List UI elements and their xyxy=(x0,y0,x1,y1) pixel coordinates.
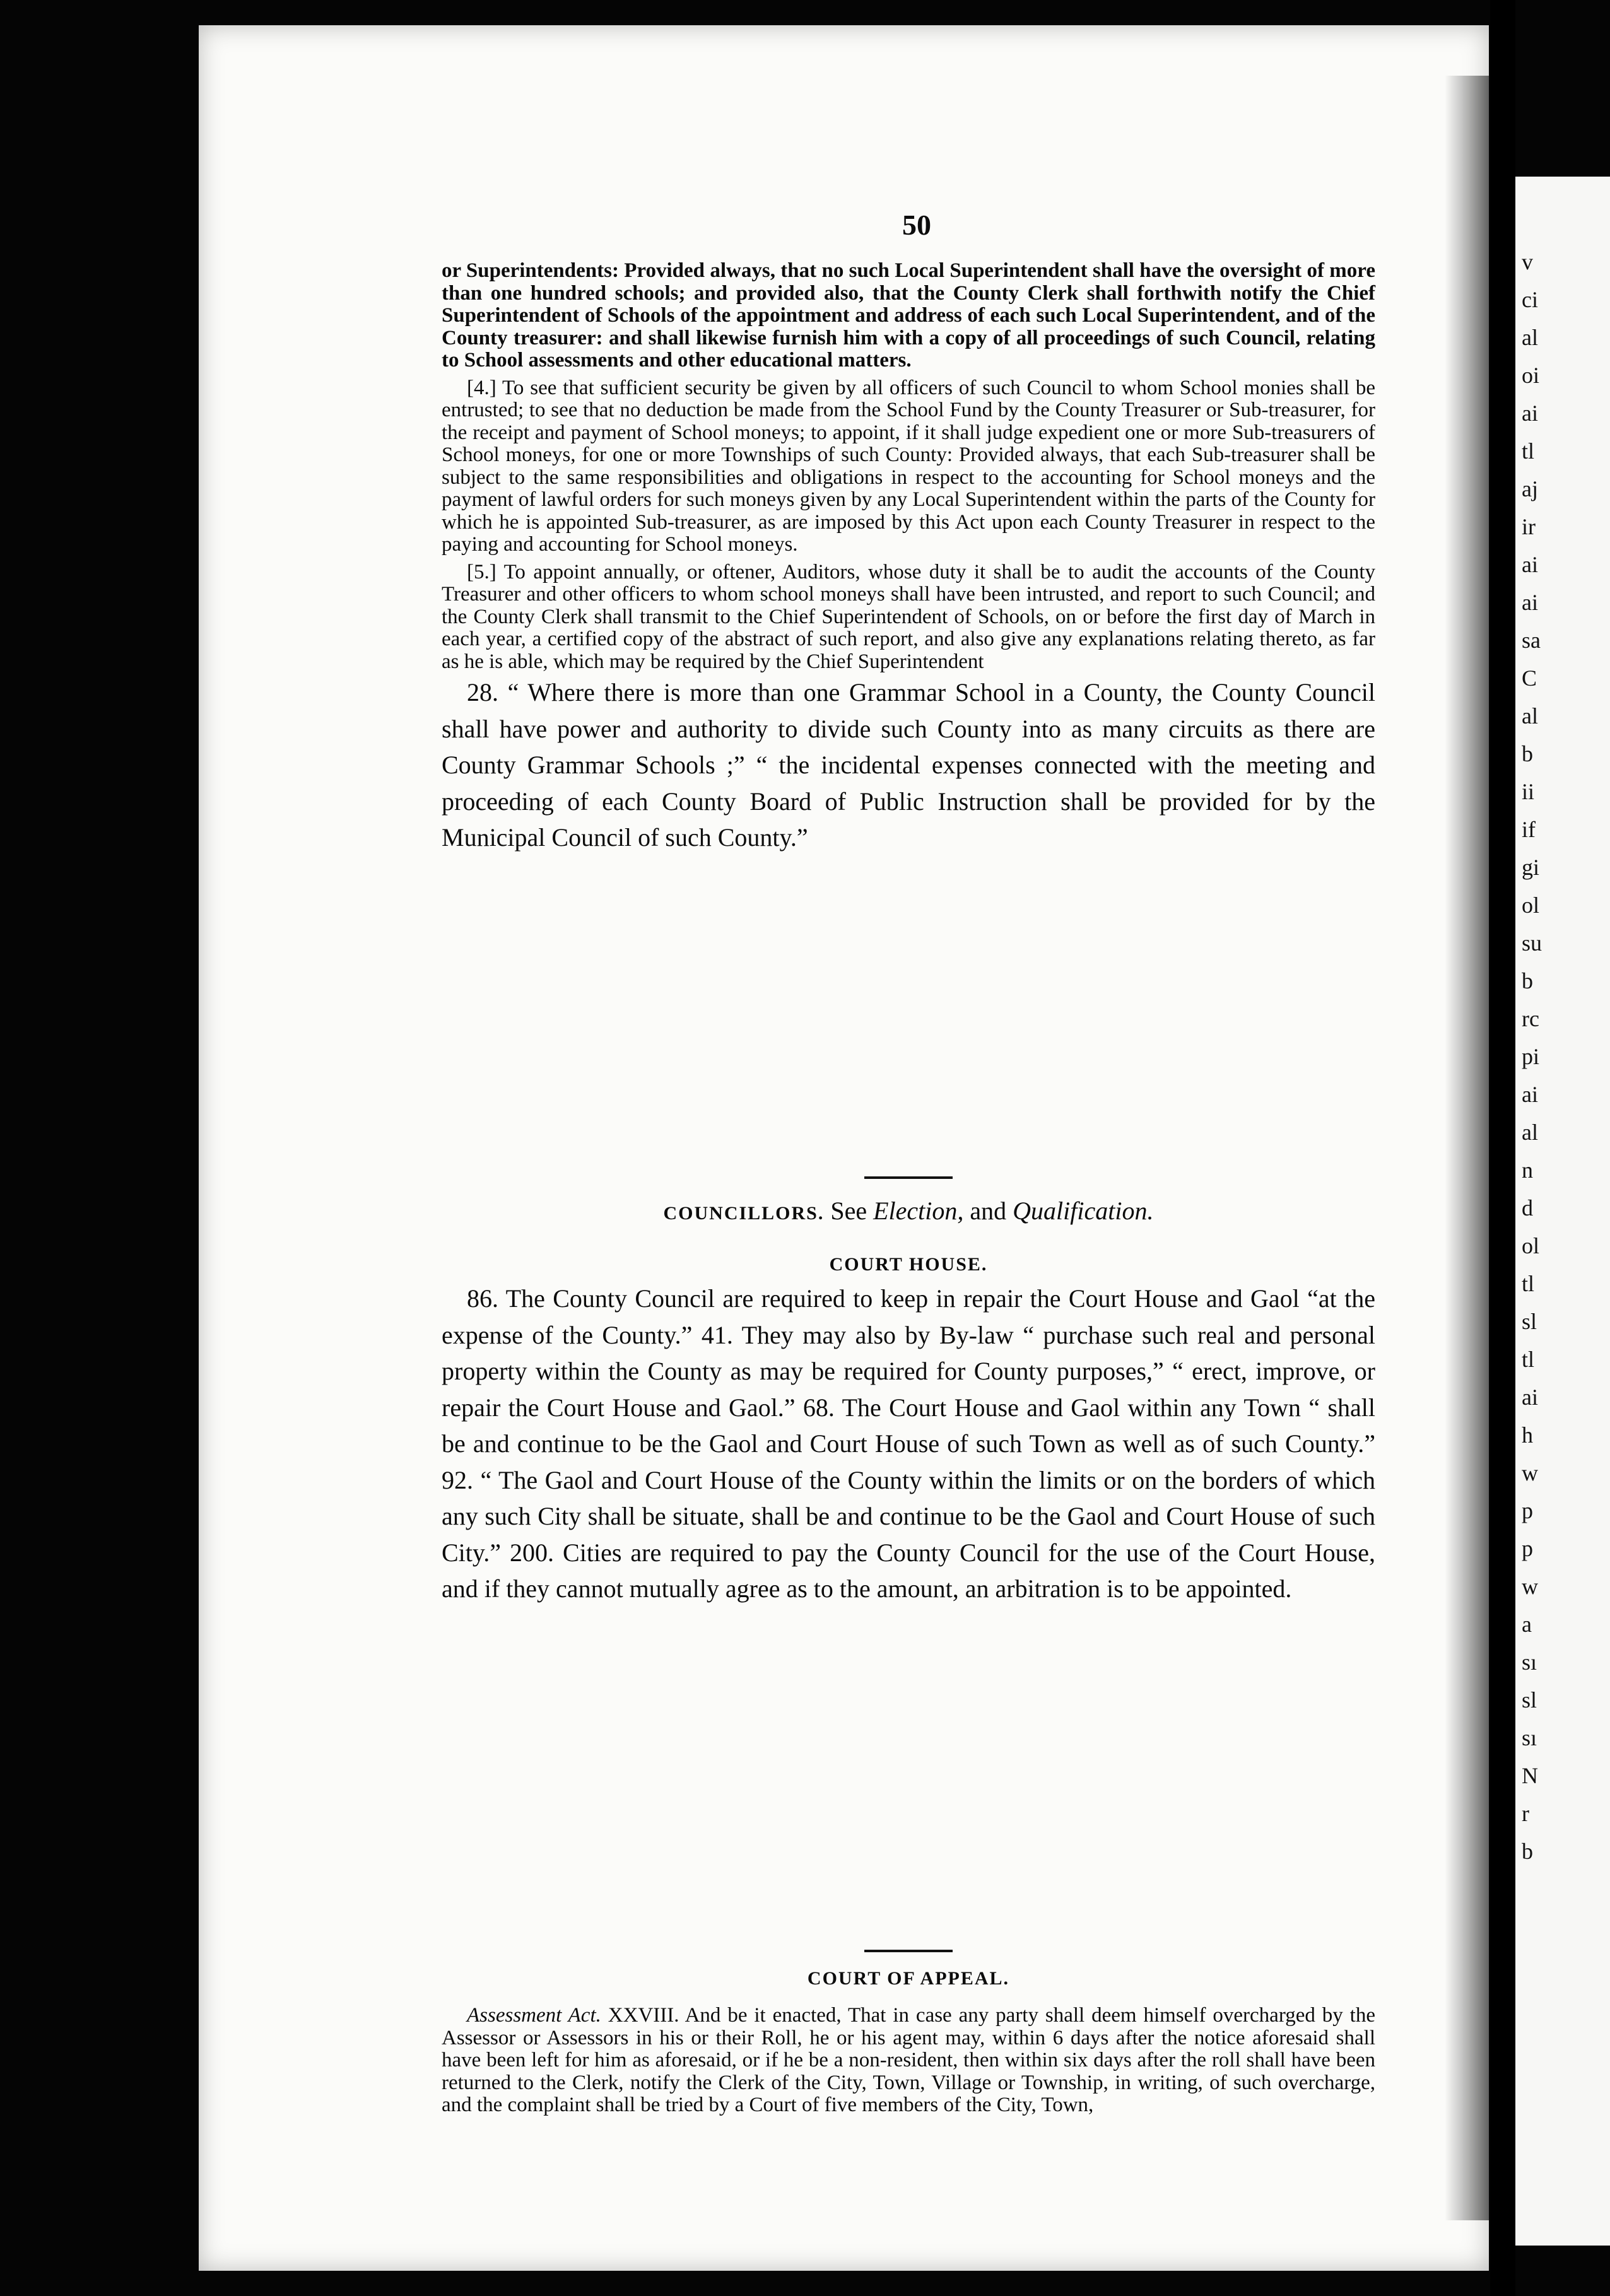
facing-page-fragment: sa xyxy=(1522,628,1541,653)
election-reference: Election, xyxy=(873,1197,964,1225)
facing-page-fragment: h xyxy=(1522,1422,1533,1448)
facing-page-fragment: ir xyxy=(1522,514,1536,539)
facing-page-strip xyxy=(1515,177,1610,2246)
assessment-act-label: Assessment Act. xyxy=(467,2004,601,2027)
facing-page-fragment: sı xyxy=(1522,1649,1537,1675)
qualification-reference: Qualification. xyxy=(1013,1197,1154,1225)
security-paragraph: [4.] To see that sufficient security be given by all officers of such Council to whom School monies shall be entrusted; to see that no deduction be made from the School Fund by the County Treasurer or Sub-treasurer, for the receipt and payment of School moneys; to appoint, if it shall judge expedient one or more Sub-treasurers of School moneys, for one or more Townships of such County: Provided always, that each Sub-treasurer shall be subject to the same responsibilities and obligations in respect to the accounting for School moneys and the payment of lawful orders for such moneys given by any Local Superintendent within the parts of the County for which he is appointed Sub-treasurer, as are imposed by this Act upon each County Treasurer in respect to the paying and accounting for School moneys. xyxy=(442,376,1375,556)
facing-page-fragment: ol xyxy=(1522,893,1540,918)
facing-page-fragment: p xyxy=(1522,1536,1533,1561)
councillors-cross-reference xyxy=(442,1192,1375,1233)
facing-page-fragment: su xyxy=(1522,930,1542,956)
facing-page-fragment: b xyxy=(1522,1839,1533,1864)
assessment-act-paragraph xyxy=(442,2005,1375,2117)
school-provisions-section xyxy=(442,260,1375,856)
facing-page-fragment: ci xyxy=(1522,287,1538,312)
facing-page-fragment: N xyxy=(1522,1763,1538,1788)
facing-page-fragment: tl xyxy=(1522,1271,1535,1296)
facing-page-fragment: p xyxy=(1522,1498,1533,1523)
facing-page-fragment: C xyxy=(1522,665,1537,691)
grammar-school-paragraph: 28. “ Where there is more than one Grammar School in a County, the County Council shall have power and authority to divide such County into as many circuits as there are County Grammar Schools ;” “ the incidental expenses connected with the meeting and proceeding of each County Board of Public Instruction shall be provided for by the Municipal Council of such County.” xyxy=(442,678,1375,852)
facing-page-fragment: oi xyxy=(1522,363,1540,388)
book-gutter xyxy=(1490,0,1515,2296)
and-text: and xyxy=(970,1197,1007,1225)
facing-page-fragment: ol xyxy=(1522,1233,1540,1258)
facing-page-fragment: gi xyxy=(1522,855,1540,880)
facing-page-fragment: ai xyxy=(1522,590,1538,615)
court-house-paragraph: 86. The County Council are required to keep in repair the Court House and Gaol “at the expense of the County.” 41. They may also by By-law “ purchase such real and personal property within the County as may be required for County purposes,” “ erect, improve, or repair the Court House and Gaol.” 68. The Court House and Gaol within any Town “ shall be and continue to be the Gaol and Court House of such Town as well as of such County.” 92. “ The Gaol and Court House of the County within the limits or on the borders of which any such City shall be situate, shall be and continue to be the Gaol and Court House of such City.” 200. Cities are required to pay the County Council for the use of the Court House, and if they cannot mutually agree as to the amount, an arbitration is to be appointed. xyxy=(442,1284,1375,1603)
facing-page-fragment: w xyxy=(1522,1574,1538,1599)
facing-page-fragment: v xyxy=(1522,249,1533,274)
facing-page-fragment: al xyxy=(1522,1120,1538,1145)
councillors-label: COUNCILLORS. xyxy=(663,1203,825,1224)
facing-page-fragment: r xyxy=(1522,1801,1529,1826)
facing-page-fragment: n xyxy=(1522,1157,1533,1183)
facing-page-fragment: aj xyxy=(1522,476,1538,501)
superintendents-paragraph: or Superintendents: Provided always, that no such Local Superintendent shall have the oversight of more than one hundred schools; and provided also, that the County Clerk shall forthwith notify the Chief Superintendent of Schools of the appointment and address of each such Local Superintendent, and of the County treasurer: and shall likewise furnish him with a copy of all proceedings of such Council, relating to School assessments and other educational matters. xyxy=(442,259,1375,372)
court-of-appeal-section xyxy=(442,2005,1375,2117)
facing-page-fragment: tl xyxy=(1522,1347,1535,1372)
facing-page-fragment: al xyxy=(1522,703,1538,729)
see-text: See xyxy=(830,1197,867,1225)
facing-page-fragment: al xyxy=(1522,325,1538,350)
section-divider xyxy=(864,1950,953,1952)
page-number: 50 xyxy=(902,209,931,241)
court-of-appeal-heading: COURT OF APPEAL. xyxy=(807,1968,1010,1989)
facing-page-fragment: sı xyxy=(1522,1725,1537,1750)
facing-page-fragment: w xyxy=(1522,1460,1538,1485)
section-divider xyxy=(864,1176,953,1179)
facing-page-fragment: ai xyxy=(1522,1385,1538,1410)
court-house-heading: COURT HOUSE. xyxy=(829,1254,988,1275)
facing-page-fragment: a xyxy=(1522,1612,1532,1637)
facing-page-fragment: b xyxy=(1522,741,1533,766)
facing-page-fragment: b xyxy=(1522,968,1533,993)
facing-page-fragment: ii xyxy=(1522,779,1535,804)
facing-page-fragment: if xyxy=(1522,817,1536,842)
facing-page-fragment: pi xyxy=(1522,1044,1540,1069)
court-house-section xyxy=(442,1280,1375,1607)
assessment-act-text: XXVIII. And be it enacted, That in case any party shall deem himself overcharged by the Assessor or Assessors in his or their Roll, he or his agent may, within 6 days after the notice aforesaid shall have been left for him as aforesaid, or if he be a non-resident, then within six days after the roll shall have been returned to the Clerk, notify the Clerk of the City, Town, Village or Township, in writing, of such overcharge, and the complaint shall be tried by a Court of five members of the City, Town, xyxy=(442,2004,1375,2116)
facing-page-fragment: tl xyxy=(1522,438,1535,464)
facing-page-fragment: rc xyxy=(1522,1006,1539,1031)
page-curl-shadow xyxy=(1445,76,1489,2220)
facing-page-fragment: ai xyxy=(1522,552,1538,577)
facing-page-fragment: ai xyxy=(1522,401,1538,426)
facing-page-fragment: ai xyxy=(1522,1082,1538,1107)
facing-page-fragment: sl xyxy=(1522,1687,1537,1713)
facing-page-fragment: sl xyxy=(1522,1309,1537,1334)
facing-page-fragment: d xyxy=(1522,1195,1533,1221)
auditors-paragraph: [5.] To appoint annually, or oftener, Auditors, whose duty it shall be to audit the accounts of the County Treasurer and other officers to whom school moneys shall have been intrusted, and report to such Council; and the County Clerk shall transmit to the Chief Superintendent of Schools, on or before the first day of March in each year, a certified copy of the abstract of such report, and also give any explanations relating thereto, as far as he is able, which may be required by the Chief Superintendent xyxy=(442,560,1375,673)
